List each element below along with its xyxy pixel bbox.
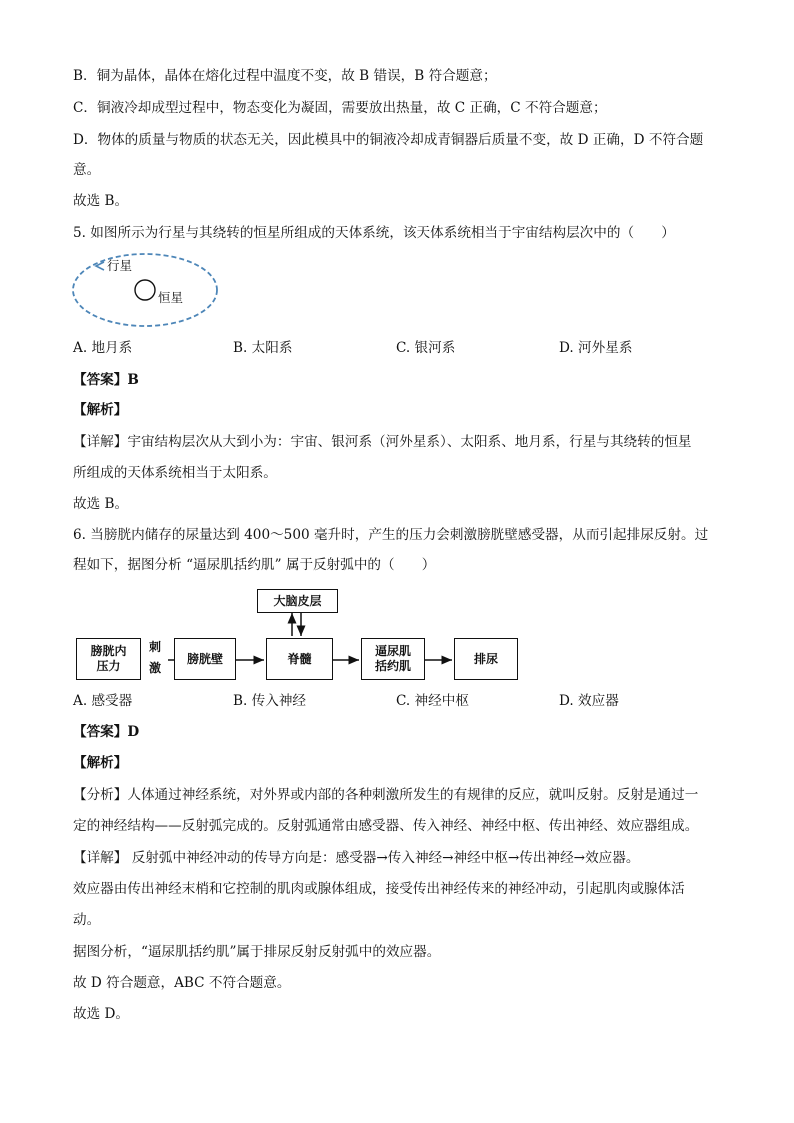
text-line: B．铜为晶体，晶体在熔化过程中温度不变，故 B 错误，B 符合题意； (73, 68, 497, 84)
question-6-stem: 程如下，据图分析 “逼尿肌括约肌” 属于反射弧中的（ ） (73, 557, 436, 573)
detail-line: 故 D 符合题意，ABC 不符合题意。 (73, 975, 291, 991)
question-6-stem: 6. 当膀胱内储存的尿量达到 400～500 毫升时，产生的压力会刺激膀胱壁感受器，从而引起排尿反射。过 (73, 527, 709, 543)
option-c: C. 神经中枢 (396, 693, 469, 709)
option-c: C. 银河系 (396, 340, 456, 356)
text-line: 故选 B。 (73, 193, 129, 209)
analysis-label: 【解析】 (73, 755, 128, 771)
planet-label: 行星 (107, 258, 133, 273)
stimulus-label: 刺 (148, 640, 161, 654)
detail-line: 动。 (73, 912, 101, 928)
option-d: D. 河外星系 (559, 340, 633, 356)
option-a: A. 感受器 (73, 693, 133, 709)
answer-label: 【答案】B (73, 372, 139, 388)
bladder-wall-box: 膀胱壁 (174, 638, 236, 680)
detail-line: 所组成的天体系统相当于太阳系。 (73, 465, 277, 481)
option-b: B. 传入神经 (233, 693, 307, 709)
option-b: B. 太阳系 (233, 340, 293, 356)
detail-line: 【详解】宇宙结构层次从大到小为：宇宙、银河系（河外星系）、太阳系、地月系，行星与其绕转的恒星 (73, 434, 692, 450)
analysis-line: 定的神经结构——反射弧完成的。反射弧通常由感受器、传入神经、神经中枢、传出神经、效应器组成。 (73, 818, 699, 834)
analysis-label: 【解析】 (73, 402, 128, 418)
text-line: D．物体的质量与物质的状态无关，因此模具中的铜液冷却成青铜器后质量不变，故 D 正确，D 不符合题 (73, 132, 704, 148)
urination-box: 排尿 (454, 638, 518, 680)
detail-line: 据图分析，“逼尿肌括约肌”属于排尿反射反射弧中的效应器。 (73, 944, 441, 960)
stimulus-label: 激 (148, 661, 161, 675)
detail-line: 【详解】 反射弧中神经冲动的传导方向是：感受器→传入神经→神经中枢→传出神经→效应器。 (73, 850, 640, 866)
option-a: A. 地月系 (73, 340, 133, 356)
text-line: 意。 (73, 162, 101, 178)
pressure-box: 膀胱内压力 (76, 638, 141, 680)
detail-line: 效应器由传出神经末梢和它控制的肌肉或腺体组成，接受传出神经传来的神经冲动，引起肌肉或腺体活 (73, 881, 685, 897)
choose-line: 故选 D。 (73, 1006, 130, 1022)
cortex-box: 大脑皮层 (257, 589, 338, 613)
answer-label: 【答案】D (73, 724, 140, 740)
spinal-cord-box: 脊髓 (266, 638, 333, 680)
text-line: C．铜液冷却成型过程中，物态变化为凝固，需要放出热量，故 C 正确，C 不符合题意； (73, 100, 607, 116)
analysis-line: 【分析】人体通过神经系统，对外界或内部的各种刺激所发生的有规律的反应，就叫反射。反射是通过一 (73, 787, 699, 803)
option-d: D. 效应器 (559, 693, 619, 709)
question-5-stem: 5. 如图所示为行星与其绕转的恒星所组成的天体系统，该天体系统相当于宇宙结构层次中的（ ） (73, 225, 675, 241)
star-label: 恒星 (158, 290, 184, 305)
choose-line: 故选 B。 (73, 496, 129, 512)
muscle-box: 逼尿肌括约肌 (361, 638, 425, 680)
